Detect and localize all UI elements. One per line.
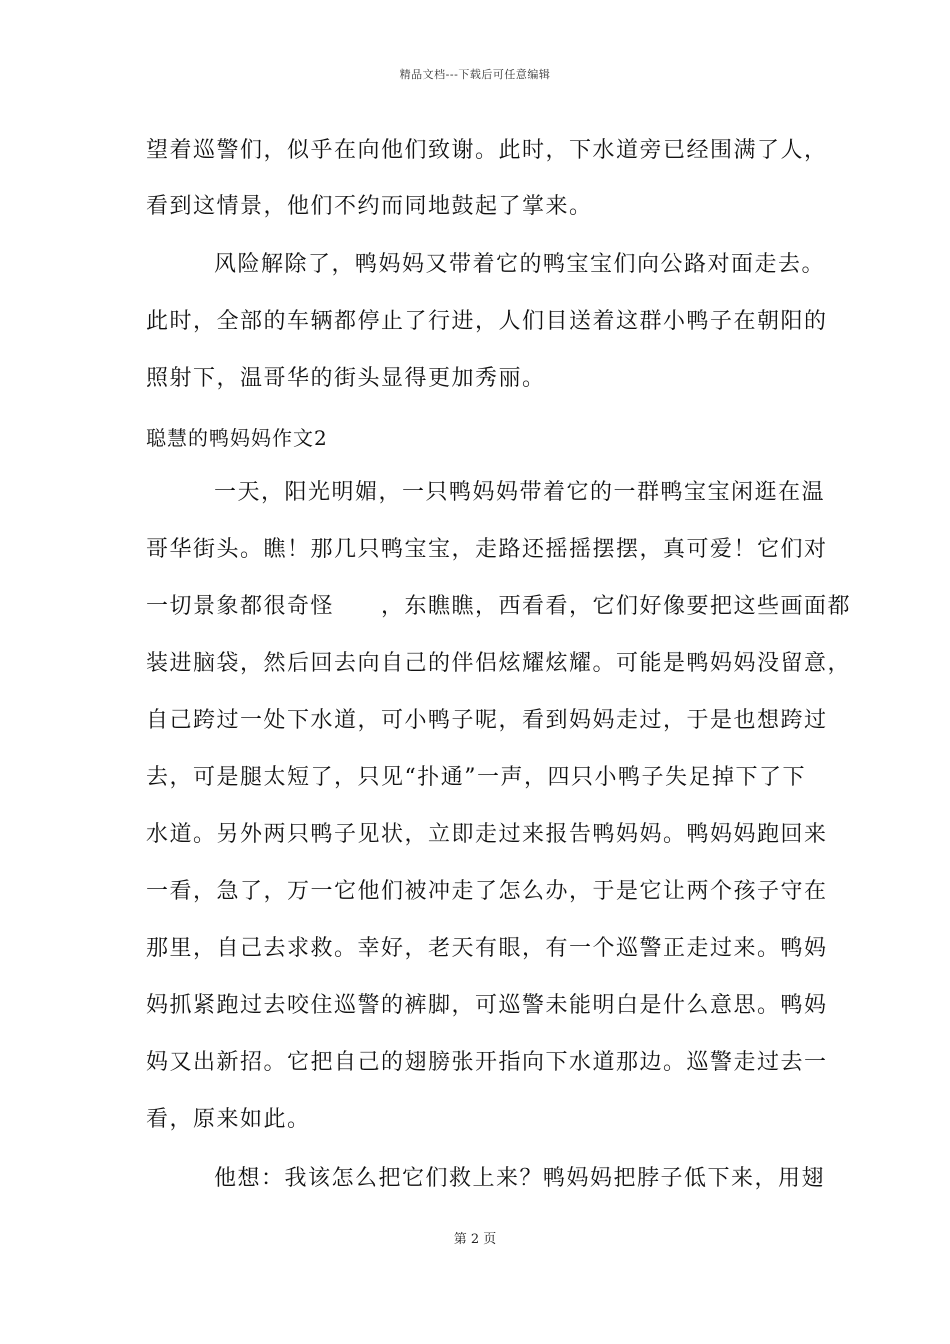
text-line: 哥华街头。瞧！那几只鸭宝宝，走路还摇摇摆摆，真可爱！它们对 [146,537,828,562]
section-heading: 聪慧的鸭妈妈作文2 [146,426,328,450]
text-line: 看，原来如此。 [146,1107,311,1132]
text-line: 一看，急了，万一它他们被冲走了怎么办，于是它让两个孩子守在 [146,879,828,904]
text-line: 水道。另外两只鸭子见状，立即走过来报告鸭妈妈。鸭妈妈跑回来 [146,822,828,847]
text-line: 望着巡警们，似乎在向他们致谢。此时，下水道旁已经围满了人， [146,138,828,163]
text-line: 那里，自己去求救。幸好，老天有眼，有一个巡警正走过来。鸭妈 [146,936,828,961]
text-line: 装进脑袋，然后回去向自己的伴侣炫耀炫耀。可能是鸭妈妈没留意， [146,651,852,676]
paragraph-first-line: 风险解除了，鸭妈妈又带着它的鸭宝宝们向公路对面走去。 [214,252,826,277]
text-line: 自己跨过一处下水道，可小鸭子呢，看到妈妈走过，于是也想跨过 [146,708,828,733]
text-line: 去，可是腿太短了，只见“扑通”一声，四只小鸭子失足掉下了下 [146,765,806,790]
text-line: 妈抓紧跑过去咬住巡警的裤脚，可巡警未能明白是什么意思。鸭妈 [146,993,828,1018]
page-header: 精品文档---下载后可任意编辑 [399,68,551,81]
text-line: 一切景象都很奇怪 ，东瞧瞧，西看看，它们好像要把这些画面都 [146,594,852,619]
text-line: 看到这情景，他们不约而同地鼓起了掌来。 [146,194,593,219]
text-line: 照射下，温哥华的街头显得更加秀丽。 [146,366,546,391]
paragraph-first-line: 他想：我该怎么把它们救上来？鸭妈妈把脖子低下来，用翅 [214,1166,826,1191]
text-line: 此时，全部的车辆都停止了行进，人们目送着这群小鸭子在朝阳的 [146,309,828,334]
paragraph-first-line: 一天，阳光明媚，一只鸭妈妈带着它的一群鸭宝宝闲逛在温 [214,480,826,505]
page-number: 第 2 页 [453,1232,497,1247]
text-line: 妈又出新招。它把自己的翅膀张开指向下水道那边。巡警走过去一 [146,1050,828,1075]
